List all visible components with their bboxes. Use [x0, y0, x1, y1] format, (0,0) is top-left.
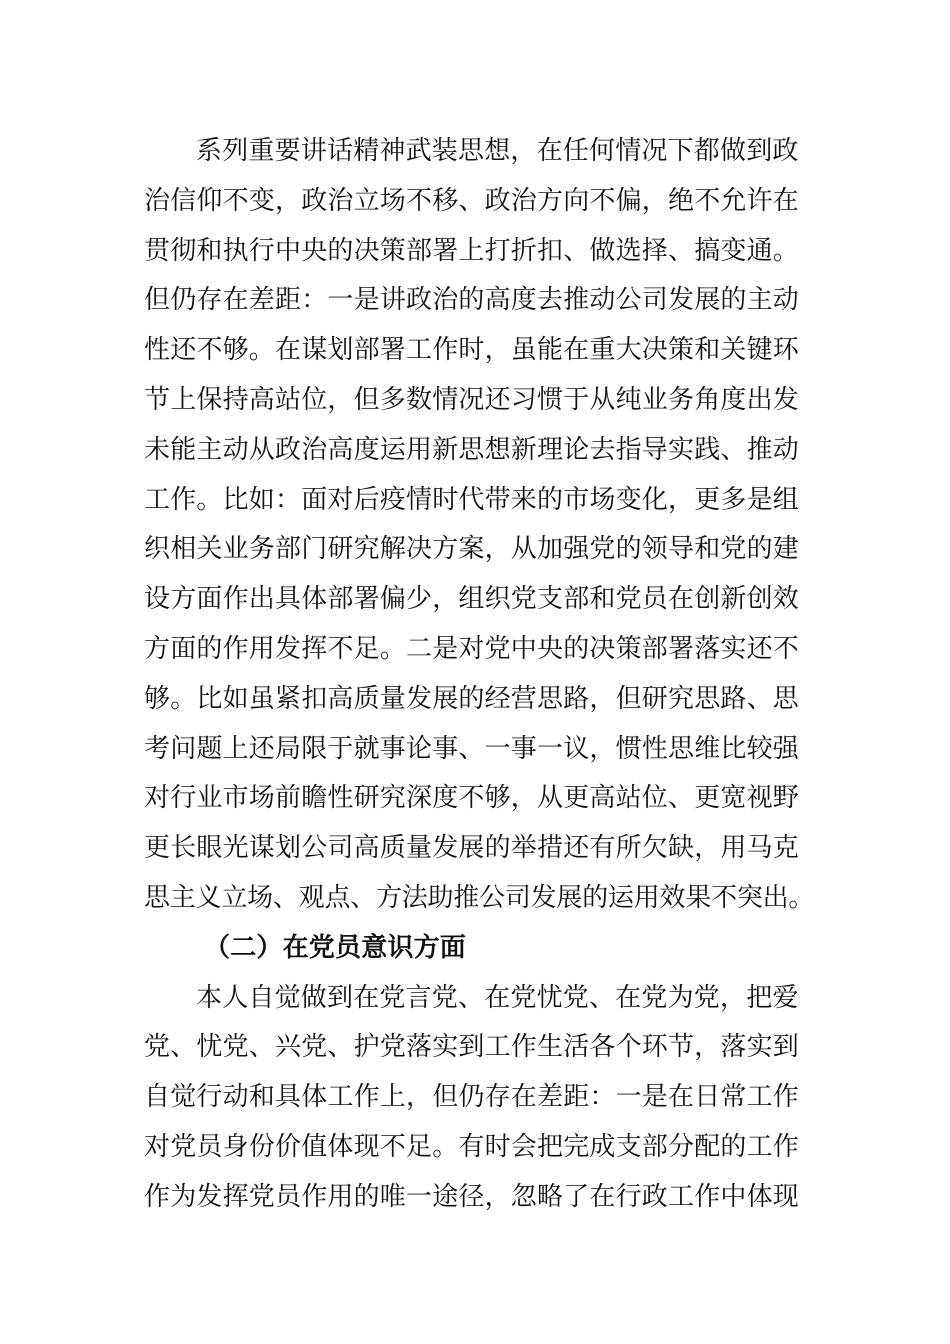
- text-line: 对党员身份价值体现不足。有时会把完成支部分配的工作: [144, 1131, 800, 1162]
- text-line: 节上保持高站位，但多数情况还习惯于从纯业务角度出发: [144, 384, 800, 415]
- text-line: 但仍存在差距：一是讲政治的高度去推动公司发展的主动: [144, 285, 800, 316]
- text-line: 思主义立场、观点、方法助推公司发展的运用效果不突出。: [144, 882, 815, 913]
- text-line: 治信仰不变，政治立场不移、政治方向不偏，绝不允许在: [144, 185, 800, 216]
- text-line: 贯彻和执行中央的决策部署上打折扣、做选择、搞变通。: [144, 235, 800, 266]
- text-line: 对行业市场前瞻性研究深度不够，从更高站位、更宽视野: [144, 783, 800, 814]
- text-line: 方面的作用发挥不足。二是对党中央的决策部署落实还不: [144, 633, 800, 664]
- text-line: 设方面作出具体部署偏少，组织党支部和党员在创新创效: [144, 584, 800, 615]
- text-line: 党、忧党、兴党、护党落实到工作生活各个环节，落实到: [144, 1032, 800, 1063]
- text-line: 系列重要讲话精神武装思想，在任何情况下都做到政: [196, 136, 799, 166]
- text-line: 考问题上还局限于就事论事、一事一议，惯性思维比较强: [144, 733, 800, 764]
- section-heading: （二）在党员意识方面: [204, 932, 467, 963]
- text-line: 性还不够。在谋划部署工作时，虽能在重大决策和关键环: [144, 335, 800, 366]
- text-line: 更长眼光谋划公司高质量发展的举措还有所欠缺，用马克: [144, 833, 800, 864]
- text-line: 自觉行动和具体工作上，但仍存在差距：一是在日常工作: [144, 1082, 800, 1113]
- text-line: 未能主动从政治高度运用新思想新理论去指导实践、推动: [144, 434, 800, 465]
- text-line: 作为发挥党员作用的唯一途径，忽略了在行政工作中体现: [144, 1181, 800, 1212]
- document-body: [144, 127, 814, 1223]
- text-line: 本人自觉做到在党言党、在党忧党、在党为党，把爱: [196, 982, 799, 1013]
- text-line: 织相关业务部门研究解决方案，从加强党的领导和党的建: [144, 534, 800, 565]
- text-line: 够。比如虽紧扣高质量发展的经营思路，但研究思路、思: [144, 683, 800, 714]
- text-line: 工作。比如：面对后疫情时代带来的市场变化，更多是组: [144, 484, 800, 515]
